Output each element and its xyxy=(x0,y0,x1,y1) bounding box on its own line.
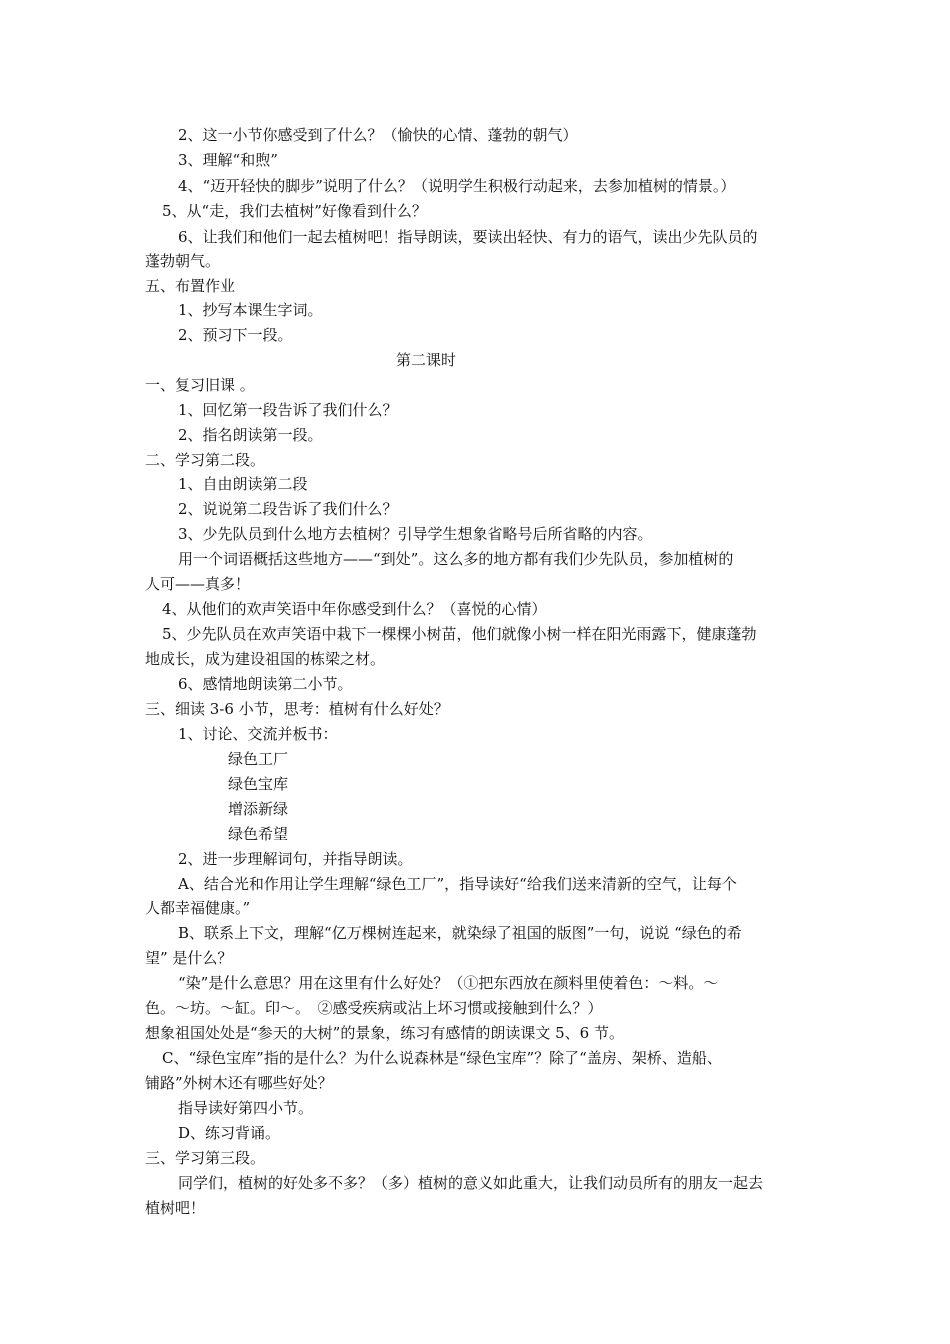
board-item: 增添新绿 xyxy=(228,800,289,818)
text-line: A、结合光和作用让学生理解“绿色工厂”，指导读好“给我们送来清新的空气，让每个 xyxy=(178,875,737,893)
text-line: 1、讨论、交流并板书： xyxy=(178,725,338,743)
text-line: 5、少先队员在欢声笑语中栽下一棵棵小树苗，他们就像小树一样在阳光雨露下，健康蓬勃 xyxy=(162,625,757,643)
text-line: 2、这一小节你感受到了什么？（愉快的心情、蓬勃的朝气） xyxy=(178,126,578,144)
board-item: 绿色工厂 xyxy=(228,750,289,768)
text-line: 2、预习下一段。 xyxy=(178,326,293,344)
text-line: 1、抄写本课生字词。 xyxy=(178,301,323,319)
section-heading: 一、复习旧课 。 xyxy=(145,376,255,394)
text-line: 望” 是什么？ xyxy=(145,949,233,967)
text-line: 1、自由朗读第二段 xyxy=(178,475,308,493)
text-line: C、“绿色宝库”指的是什么？为什么说森林是“绿色宝库”？除了“盖房、架桥、造船、 xyxy=(162,1049,722,1067)
lesson-title: 第二课时 xyxy=(396,351,457,369)
text-line: 色。～坊。～缸。印～。 ②感受疾病或沾上坏习惯或接触到什么？） xyxy=(145,999,603,1017)
text-line: 蓬勃朝气。 xyxy=(145,252,221,270)
section-heading: 三、学习第三段。 xyxy=(145,1149,266,1167)
text-line: 想象祖国处处是“参天的大树”的景象，练习有感情的朗读课文 5、6 节。 xyxy=(145,1024,624,1042)
text-line: 人都幸福健康。” xyxy=(145,899,251,917)
section-heading: 三、细读 3-6 小节，思考：植树有什么好处？ xyxy=(145,700,449,718)
text-line: B、联系上下文，理解“亿万棵树连起来，就染绿了祖国的版图”一句，说说 “绿色的希 xyxy=(178,924,742,942)
text-line: 6、让我们和他们一起去植树吧！指导朗读，要读出轻快、有力的语气，读出少先队员的 xyxy=(178,228,758,246)
text-line: 4、“迈开轻快的脚步”说明了什么？（说明学生积极行动起来，去参加植树的情景。） xyxy=(178,177,736,195)
text-line: 用一个词语概括这些地方——“到处”。这么多的地方都有我们少先队员，参加植树的 xyxy=(178,550,734,568)
text-line: 4、从他们的欢声笑语中年你感受到什么？（喜悦的心情） xyxy=(162,600,547,618)
text-line: 5、从“走，我们去植树”好像看到什么？ xyxy=(162,202,427,220)
text-line: 人可——真多！ xyxy=(145,575,251,593)
board-item: 绿色宝库 xyxy=(228,775,289,793)
text-line: 2、指名朗读第一段。 xyxy=(178,426,323,444)
text-line: 1、回忆第一段告诉了我们什么？ xyxy=(178,401,398,419)
text-line: “染”是什么意思？用在这里有什么好处？（①把东西放在颜料里使着色：～料。～ xyxy=(178,974,719,992)
text-line: 2、说说第二段告诉了我们什么？ xyxy=(178,500,398,518)
text-line: 2、进一步理解词句，并指导朗读。 xyxy=(178,850,413,868)
text-line: 植树吧！ xyxy=(145,1199,206,1217)
text-line: D、练习背诵。 xyxy=(178,1124,281,1142)
board-item: 绿色希望 xyxy=(228,825,289,843)
text-line: 3、理解“和煦” xyxy=(178,151,278,169)
text-line: 铺路”外树木还有哪些好处？ xyxy=(145,1074,333,1092)
text-line: 3、少先队员到什么地方去植树？引导学生想象省略号后所省略的内容。 xyxy=(178,525,653,543)
section-heading: 五、布置作业 xyxy=(145,277,236,295)
text-line: 指导读好第四小节。 xyxy=(178,1099,314,1117)
section-heading: 二、学习第二段。 xyxy=(145,451,266,469)
text-line: 同学们，植树的好处多不多？（多）植树的意义如此重大，让我们动员所有的朋友一起去 xyxy=(178,1174,764,1192)
text-line: 6、感情地朗读第二小节。 xyxy=(178,675,353,693)
text-line: 地成长，成为建设祖国的栋梁之材。 xyxy=(145,650,386,668)
